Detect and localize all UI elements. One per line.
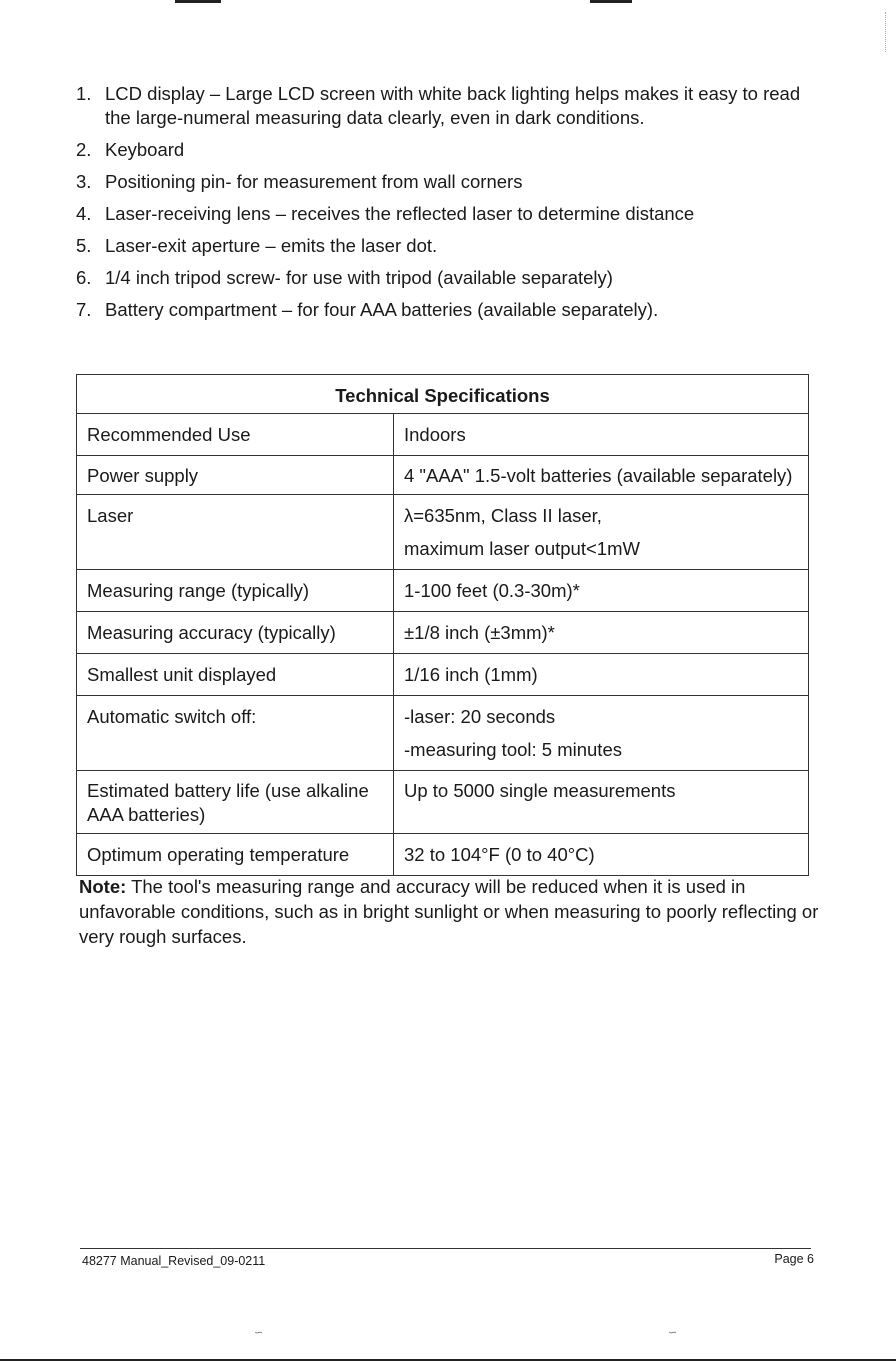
- spec-row: [77, 834, 809, 876]
- spec-label: Smallest unit displayed: [77, 654, 394, 696]
- note-text: The tool's measuring range and accuracy will be reduced when it is used in unfavorable conditions, such as in bright sunlight or when measuring to poorly reflecting or very rough surfaces.: [79, 876, 819, 947]
- spec-value-cell: [394, 495, 809, 570]
- feature-item: [76, 138, 816, 162]
- spec-value: Up to 5000 single measurements: [394, 771, 809, 834]
- spec-label: Automatic switch off:: [77, 696, 394, 771]
- spec-value: 1/16 inch (1mm): [394, 654, 809, 696]
- spec-label: Power supply: [77, 456, 394, 495]
- spec-label: Laser: [77, 495, 394, 570]
- scan-mark-left: [175, 0, 221, 3]
- spec-value-line2: maximum laser output<1mW: [404, 538, 640, 559]
- spec-table: [76, 374, 809, 876]
- feature-number: 5.: [76, 235, 92, 256]
- spec-value: 1-100 feet (0.3-30m)*: [394, 570, 809, 612]
- feature-list: [76, 82, 816, 330]
- feature-number: 2.: [76, 139, 92, 160]
- feature-text: Laser-receiving lens – receives the reflected laser to determine distance: [105, 203, 695, 224]
- footer-document-id: 48277 Manual_Revised_09-0211: [82, 1254, 266, 1268]
- scan-speck-left: ∽: [254, 1327, 264, 1339]
- spec-label: Measuring range (typically): [77, 570, 394, 612]
- feature-item: [76, 266, 816, 290]
- feature-text: Laser-exit aperture – emits the laser dot.: [105, 235, 438, 256]
- feature-item: [76, 170, 816, 194]
- feature-text: Positioning pin- for measurement from wall corners: [105, 171, 523, 192]
- feature-item: [76, 202, 816, 226]
- spec-table-title: Technical Specifications: [77, 375, 809, 414]
- usage-note: [79, 874, 819, 949]
- feature-item: [76, 298, 816, 322]
- spec-label: Recommended Use: [77, 414, 394, 456]
- spec-label: Measuring accuracy (typically): [77, 612, 394, 654]
- spec-value: ±1/8 inch (±3mm)*: [394, 612, 809, 654]
- feature-number: 4.: [76, 203, 92, 224]
- spec-value: -laser: 20 seconds: [404, 706, 556, 727]
- footer-divider: [80, 1248, 811, 1249]
- spec-row: [77, 456, 809, 495]
- spec-value-cell: [394, 696, 809, 771]
- feature-item: [76, 234, 816, 258]
- feature-text: Keyboard: [105, 139, 185, 160]
- scan-speck-right: ∽: [668, 1327, 678, 1339]
- spec-row: [77, 696, 809, 771]
- spec-value: 4 "AAA" 1.5-volt batteries (available separately): [394, 456, 809, 495]
- spec-value: 32 to 104°F (0 to 40°C): [394, 834, 809, 876]
- spec-row: [77, 612, 809, 654]
- spec-value: Indoors: [394, 414, 809, 456]
- spec-table-header-row: [77, 375, 809, 414]
- spec-row: [77, 495, 809, 570]
- feature-number: 1.: [76, 83, 92, 104]
- feature-number: 6.: [76, 267, 92, 288]
- spec-label: Optimum operating temperature: [77, 834, 394, 876]
- spec-label: Estimated battery life (use alkaline AAA batteries): [77, 771, 394, 834]
- spec-row: [77, 414, 809, 456]
- spec-row: [77, 654, 809, 696]
- scan-mark-right: [590, 0, 632, 3]
- spec-value-line2: -measuring tool: 5 minutes: [404, 739, 622, 760]
- scan-edge-dots: [885, 12, 888, 52]
- feature-item: [76, 82, 816, 130]
- spec-row: [77, 771, 809, 834]
- feature-number: 3.: [76, 171, 92, 192]
- feature-number: 7.: [76, 299, 92, 320]
- feature-text: LCD display – Large LCD screen with white back lighting helps makes it easy to read the large-numeral measuring data clearly, even in dark conditions.: [105, 83, 801, 128]
- feature-text: Battery compartment – for four AAA batteries (available separately).: [105, 299, 659, 320]
- spec-row: [77, 570, 809, 612]
- note-label: Note:: [79, 876, 127, 897]
- feature-text: 1/4 inch tripod screw- for use with tripod (available separately): [105, 267, 613, 288]
- spec-value: λ=635nm, Class II laser,: [404, 505, 602, 526]
- footer-page-number: Page 6: [774, 1252, 814, 1266]
